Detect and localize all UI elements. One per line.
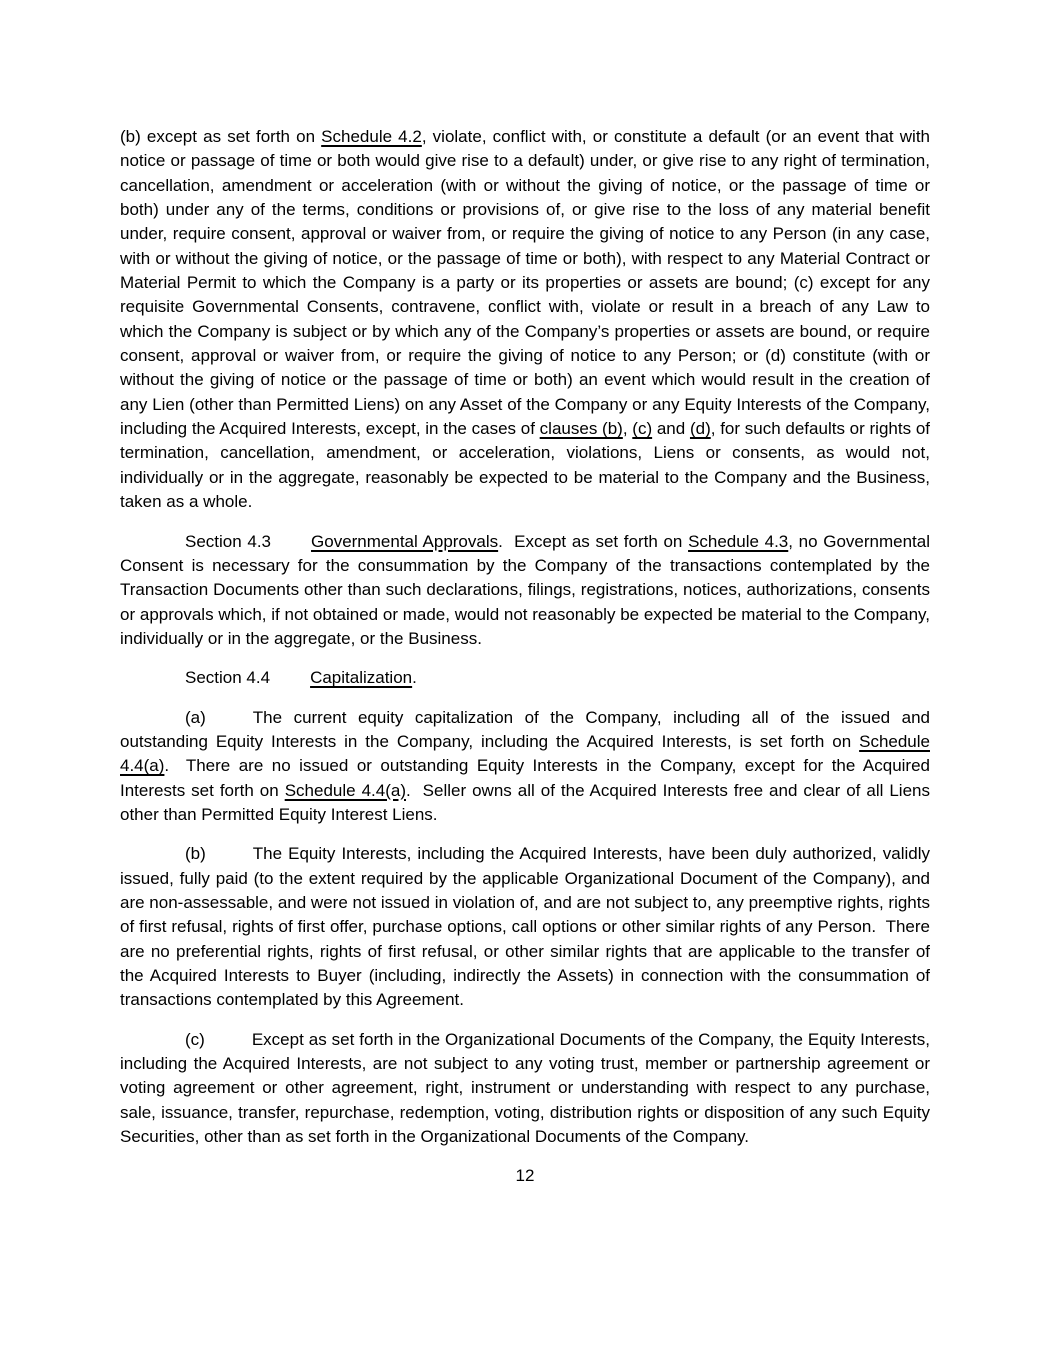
text-run: (b) except as set forth on [120, 127, 322, 146]
text-run: The current equity capitalization of the Company, including all of the issued and outstanding Equity Interests in the Company, including the Acquired Interests, is set forth on [120, 707, 930, 751]
text-run: (a) [185, 707, 206, 727]
text-run: . There are no issued or outstanding Equity Interests in the Company, except for the Acquired Interests set forth on [120, 756, 930, 800]
paragraph-4-4-b [120, 842, 930, 1012]
paragraph-continuation-clause-b [120, 125, 930, 515]
paragraph-section-4-4-heading [120, 666, 930, 690]
underlined-text-run: (c) [632, 419, 653, 439]
text-run: , for such defaults or rights of termination, cancellation, amendment, or acceleration, violations, Liens or consents, as would not, individually or in the aggregate, reasonably be expected to be material to the Company and the Business, taken as a whole. [120, 419, 931, 512]
text-run: and [652, 419, 690, 439]
underlined-text-run: Governmental Approvals [311, 531, 499, 551]
document-body [120, 125, 930, 1189]
page-number: 12 [515, 1166, 535, 1186]
underlined-text-run: clauses (b) [539, 419, 623, 439]
underlined-text-run: Schedule 4.3 [688, 531, 789, 551]
underlined-text-run: Schedule 4.4(a) [284, 780, 406, 800]
text-run: (c) [185, 1029, 205, 1049]
text-run: , no Governmental Consent is necessary for the consummation by the Company of the transactions contemplated by the Transaction Documents other than such declarations, filings, registrations, notices, authorizations, consents or approvals which, if not obtained or made, would not reasonably be expected be material to the Company, individually or in the aggregate, or the Business. [120, 531, 931, 648]
paragraph-4-4-a [120, 706, 930, 828]
text-run: , violate, conflict with, or constitute a default (or an event that with notice or passage of time or both would give rise to a default) under, or give rise to any right of termination, cancellation, amendment or acceleration (with or without the giving of notice, or the passage of time or both) under any of the terms, conditions or provisions of, or give rise to the loss of any material benefit under, require consent, approval or waiver from, or require the giving of notice to any Person (in any case, with or without the giving of notice, or the passage of time or both), with respect to any Material Contract or Material Permit to which the Company is a party or its properties or assets are bound; (c) except for any requisite Governmental Consents, contravene, conflict with, violate or result in a breach of any Law to which the Company is subject or by which any of the Company’s properties or assets are bound, or require consent, approval or waiver from, or require the giving of notice to any Person; or (d) constitute (with or without the giving of notice or the passage of time or both) an event which would result in the creation of any Lien (other than Permitted Liens) on any Asset of the Company or any Equity Interests of the Company, including the Acquired Interests, except, in the cases of [120, 127, 930, 439]
underlined-text-run: Capitalization [310, 668, 413, 688]
paragraph-4-4-c [120, 1028, 930, 1150]
paragraph-section-4-3 [120, 530, 930, 652]
tab-space [206, 858, 253, 859]
text-run: Section 4.4 [185, 668, 271, 688]
tab-space [270, 682, 310, 683]
text-run: , [622, 419, 633, 439]
text-run: . [412, 668, 417, 688]
underlined-text-run: (d) [689, 419, 711, 439]
underlined-text-run: Schedule 4.4(a) [120, 731, 930, 776]
tab-space [206, 722, 253, 723]
text-run: Section 4.3 [185, 531, 272, 551]
text-run: . Except as set forth on [498, 531, 689, 551]
text-run: Except as set forth in the Organizational Documents of the Company, the Equity Interests, including the Acquired Interests, are not subject to any voting trust, member or partnership agreement or voting agreement or other agreement, right, instrument or understanding with respect to any purchase, sale, issuance, transfer, repurchase, redemption, voting, distribution rights or disposition of any such Equity Securities, other than as set forth in the Organizational Documents of the Company. [120, 1029, 930, 1147]
tab-space [271, 546, 311, 547]
tab-space [205, 1044, 252, 1045]
text-run: (b) [185, 844, 206, 864]
underlined-text-run: Schedule 4.2 [321, 127, 422, 146]
text-run: . Seller owns all of the Acquired Interests free and clear of all Liens other than Permitted Equity Interest Liens. [120, 780, 930, 824]
text-run: The Equity Interests, including the Acquired Interests, have been duly authorized, validly issued, fully paid (to the extent required by the applicable Organizational Document of the Company), and are non-assessable, and were not issued in violation of, and are not subject to, any preemptive rights, rights of first refusal, rights of first offer, purchase options, call options or other similar rights of any Person. There are no preferential rights, rights of first refusal, or other similar rights that are applicable to the transfer of the Acquired Interests to Buyer (including, indirectly the Assets) in connection with the consummation of transactions contemplated by this Agreement. [120, 844, 930, 1010]
